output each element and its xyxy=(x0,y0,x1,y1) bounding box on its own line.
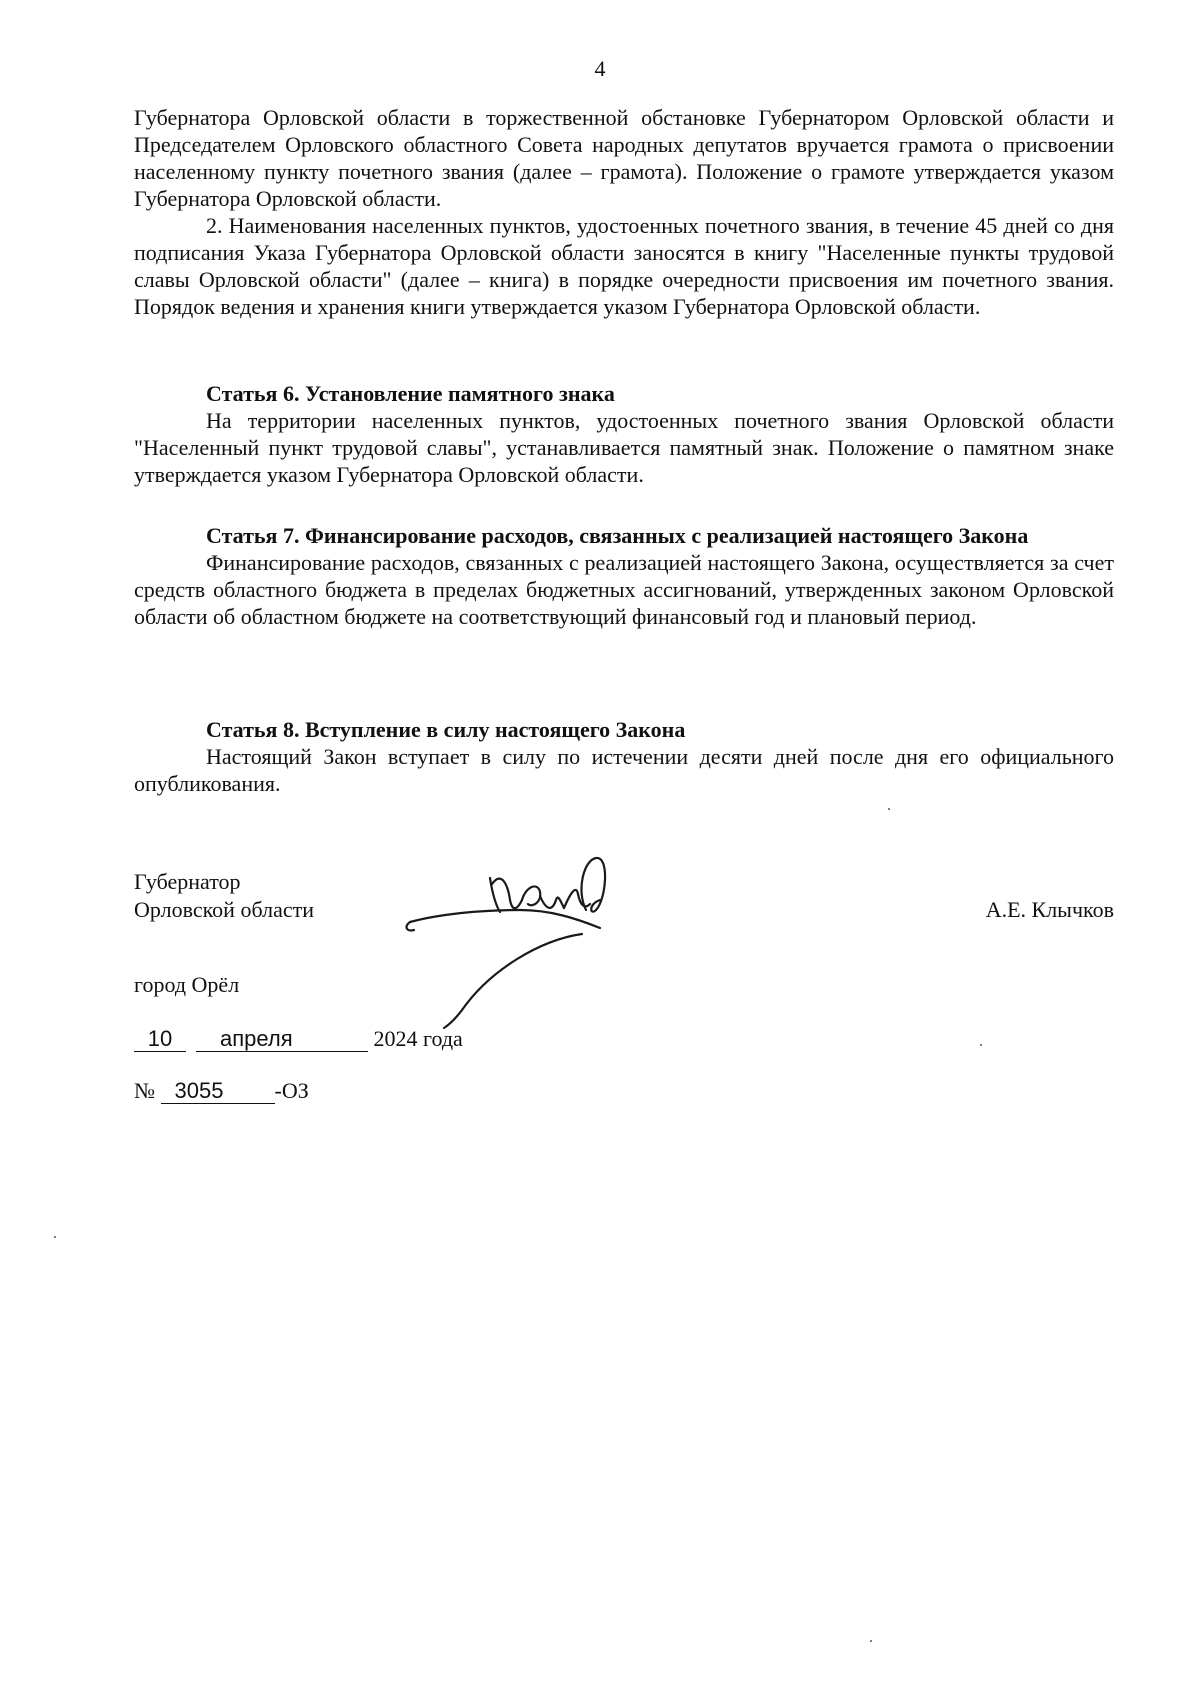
article-6-text: На территории населенных пунктов, удостоенных почетного звания Орловской области "Населенный пункт трудовой славы", устанавливается памятный знак. Положение о памятном знаке утверждается указом Губернатора Орловской области. xyxy=(134,408,1114,487)
law-number-suffix: -ОЗ xyxy=(274,1078,309,1103)
scan-speck xyxy=(870,1640,872,1642)
signatory-name: А.Е. Клычков xyxy=(985,897,1114,922)
article-8-title: Статья 8. Вступление в силу настоящего Закона xyxy=(206,717,686,742)
article-7-text: Финансирование расходов, связанных с реализацией настоящего Закона, осуществляется за счет средств областного бюджета в пределах бюджетных ассигнований, утвержденных законом Орловской области об областном бюджете на соответствующий финансовый год и плановый период. xyxy=(134,550,1114,629)
scan-speck xyxy=(980,1044,982,1046)
law-number-value: 3055 xyxy=(161,1079,275,1104)
article-7 xyxy=(134,522,1114,630)
signatory-position-line1: Губернатор xyxy=(134,869,241,894)
handwritten-signature xyxy=(400,830,640,1030)
page-number: 4 xyxy=(594,56,606,81)
date-month: апреля xyxy=(196,1027,368,1052)
continuation-section xyxy=(134,104,1114,320)
law-number-line xyxy=(134,1078,309,1104)
date-day: 10 xyxy=(134,1027,186,1052)
signatory-position-line2: Орловской области xyxy=(134,897,314,922)
paragraph-continuation: Губернатора Орловской области в торжественной обстановке Губернатором Орловской области и Председателем Орловского областного Совета народных депутатов вручается грамота о присвоении населенному пункту почетного звания (далее – грамота). Положение о грамоте утверждается указом Губернатора Орловской области. xyxy=(134,105,1114,211)
signatory-position xyxy=(134,868,314,924)
scan-speck xyxy=(54,1236,56,1238)
city-line: город Орёл xyxy=(134,972,240,997)
scan-speck xyxy=(888,808,890,810)
article-6-title: Статья 6. Установление памятного знака xyxy=(206,381,615,406)
article-8 xyxy=(134,716,1114,797)
paragraph-item-2: 2. Наименования населенных пунктов, удостоенных почетного звания, в течение 45 дней со дня подписания Указа Губернатора Орловской области заносятся в книгу "Населенные пункты трудовой славы Орловской области" (далее – книга) в порядке очередности присвоения им почетного звания. Порядок ведения и хранения книги утверждается указом Губернатора Орловской области. xyxy=(134,213,1114,319)
article-7-title: Статья 7. Финансирование расходов, связанных с реализацией настоящего Закона xyxy=(206,523,1029,548)
article-8-text: Настоящий Закон вступает в силу по истечении десяти дней после дня его официального опубликования. xyxy=(134,744,1114,796)
date-line xyxy=(134,1026,463,1052)
article-6 xyxy=(134,380,1114,488)
law-number-prefix: № xyxy=(134,1078,155,1103)
date-year: 2024 года xyxy=(373,1026,463,1051)
